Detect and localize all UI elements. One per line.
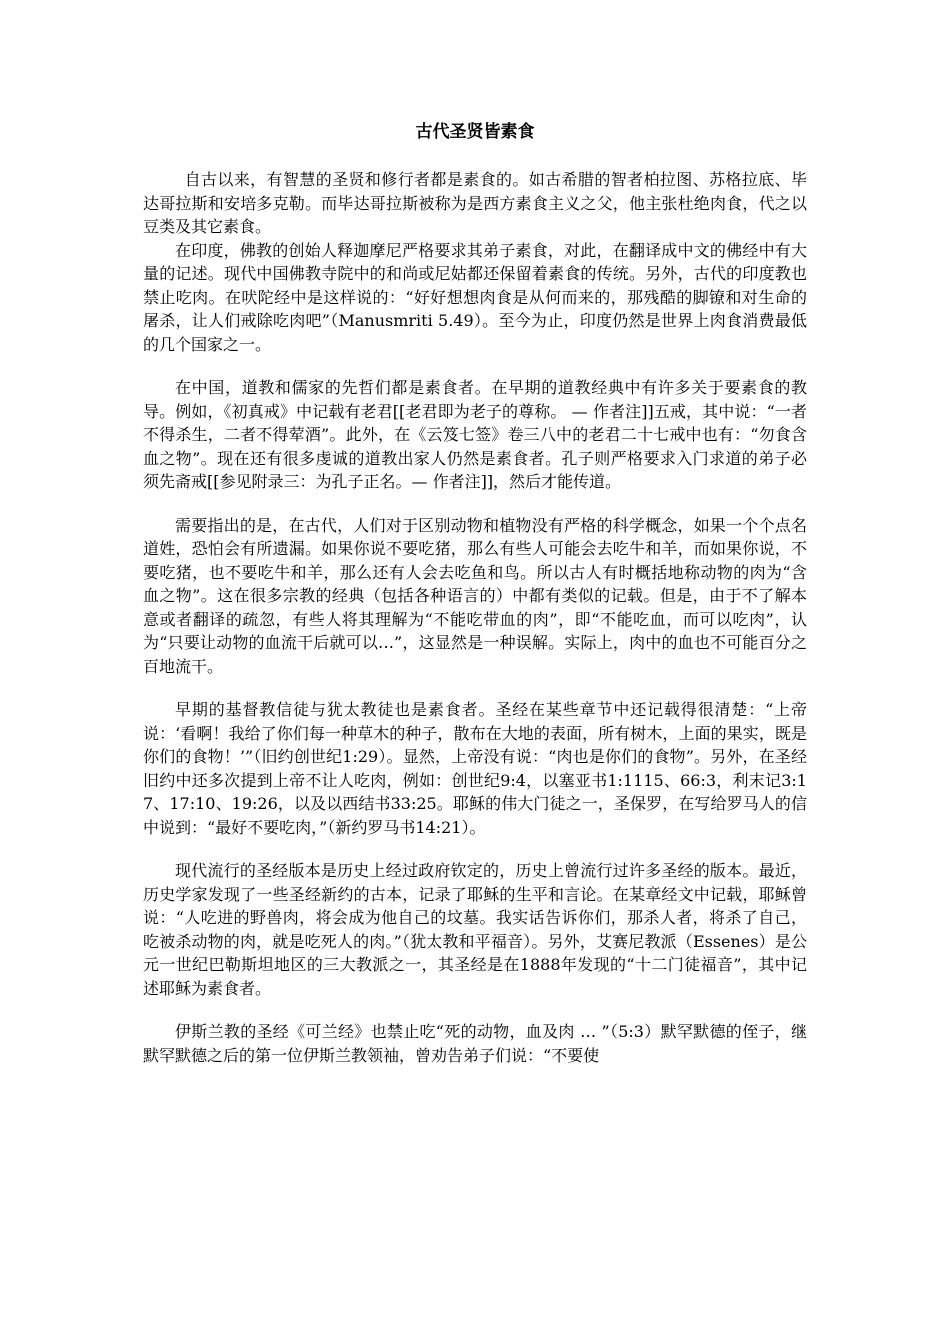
paragraph-1: 自古以来，有智慧的圣贤和修行者都是素食的。如古希腊的智者柏拉图、苏格拉底、毕达哥拉斯和安培多克勒。而毕达哥拉斯被称为是西方素食主义之父，他主张杜绝肉食，代之以豆类及其它素食。 [143,170,807,236]
document-title: 古代圣贤皆素食 [415,122,535,142]
document-body [143,168,807,1067]
paragraph-3: 在中国，道教和儒家的先哲们都是素食者。在早期的道教经典中有许多关于要素食的教导。例如，《初真戒》中记载有老君[[老君即为老子的尊称。 — 作者注]]五戒，其中说：“一者不得杀生，二者不得荤酒”。此外，在《云笈七签》卷三八中的老君二十七戒中也有：“勿食含血之物”。现在还有很多虔诚的道教出家人仍然是素食者。孔子则严格要求入门求道的弟子必须先斋戒[[参见附录三：为孔子正名。— 作者注]]，然后才能传道。 [143,378,807,491]
paragraph-4: 需要指出的是，在古代，人们对于区别动物和植物没有严格的科学概念，如果一个个点名道姓，恐怕会有所遗漏。如果你说不要吃猪，那么有些人可能会去吃牛和羊，而如果你说，不要吃猪，也不要吃牛和羊，那么还有人会去吃鱼和鸟。所以古人有时概括地称动物的肉为“含血之物”。这在很多宗教的经典（包括各种语言的）中都有类似的记载。但是，由于不了解本意或者翻译的疏忽，有些人将其理解为“不能吃带血的肉”，即“不能吃血，而可以吃肉”，认为“只要让动物的血流干后就可以…”，这显然是一种误解。实际上，肉中的血也不可能百分之百地流干。 [143,515,807,676]
paragraph-6: 现代流行的圣经版本是历史上经过政府钦定的，历史上曾流行过许多圣经的版本。最近，历史学家发现了一些圣经新约的古本，记录了耶稣的生平和言论。在某章经文中记载，耶稣曾说：“人吃进的野兽肉，将会成为他自己的坟墓。我实话告诉你们，那杀人者，将杀了自己，吃被杀动物的肉，就是吃死人的肉。”（犹太教和平福音）。另外，艾赛尼教派（Essenes）是公元一世纪巴勒斯坦地区的三大教派之一，其圣经是在1888年发现的“十二门徒福音”，其中记述耶稣为素食者。 [143,861,807,998]
paragraph-2: 在印度，佛教的创始人释迦摩尼严格要求其弟子素食，对此，在翻译成中文的佛经中有大量的记述。现代中国佛教寺院中的和尚或尼姑都还保留着素食的传统。另外，古代的印度教也禁止吃肉。在吠陀经中是这样说的：“好好想想肉食是从何而来的，那残酷的脚镣和对生命的屠杀，让人们戒除吃肉吧”（Manusmriti 5.49）。至今为止，印度仍然是世界上肉食消费最低的几个国家之一。 [143,240,807,354]
paragraph-5: 早期的基督教信徒与犹太教徒也是素食者。圣经在某些章节中还记载得很清楚：“上帝说：‘看啊！我给了你们每一种草木的种子，散布在大地的表面，所有树木，上面的果实，既是你们的食物！’”（旧约创世纪1:29）。显然，上帝没有说：“肉也是你们的食物”。另外，在圣经旧约中还多次提到上帝不让人吃肉，例如：创世纪9:4，以塞亚书1:1115、66:3，利末记3:17、17:10、19:26，以及以西结书33:25。耶稣的伟大门徒之一，圣保罗，在写给罗马人的信中说到：“最好不要吃肉，”（新约罗马书14:21）。 [143,700,807,837]
paragraph-7: 伊斯兰教的圣经《可兰经》也禁止吃“死的动物，血及肉 … ”（5:3）默罕默德的侄子，继默罕默德之后的第一位伊斯兰教领袖，曾劝告弟子们说：“不要使 [143,1022,807,1065]
